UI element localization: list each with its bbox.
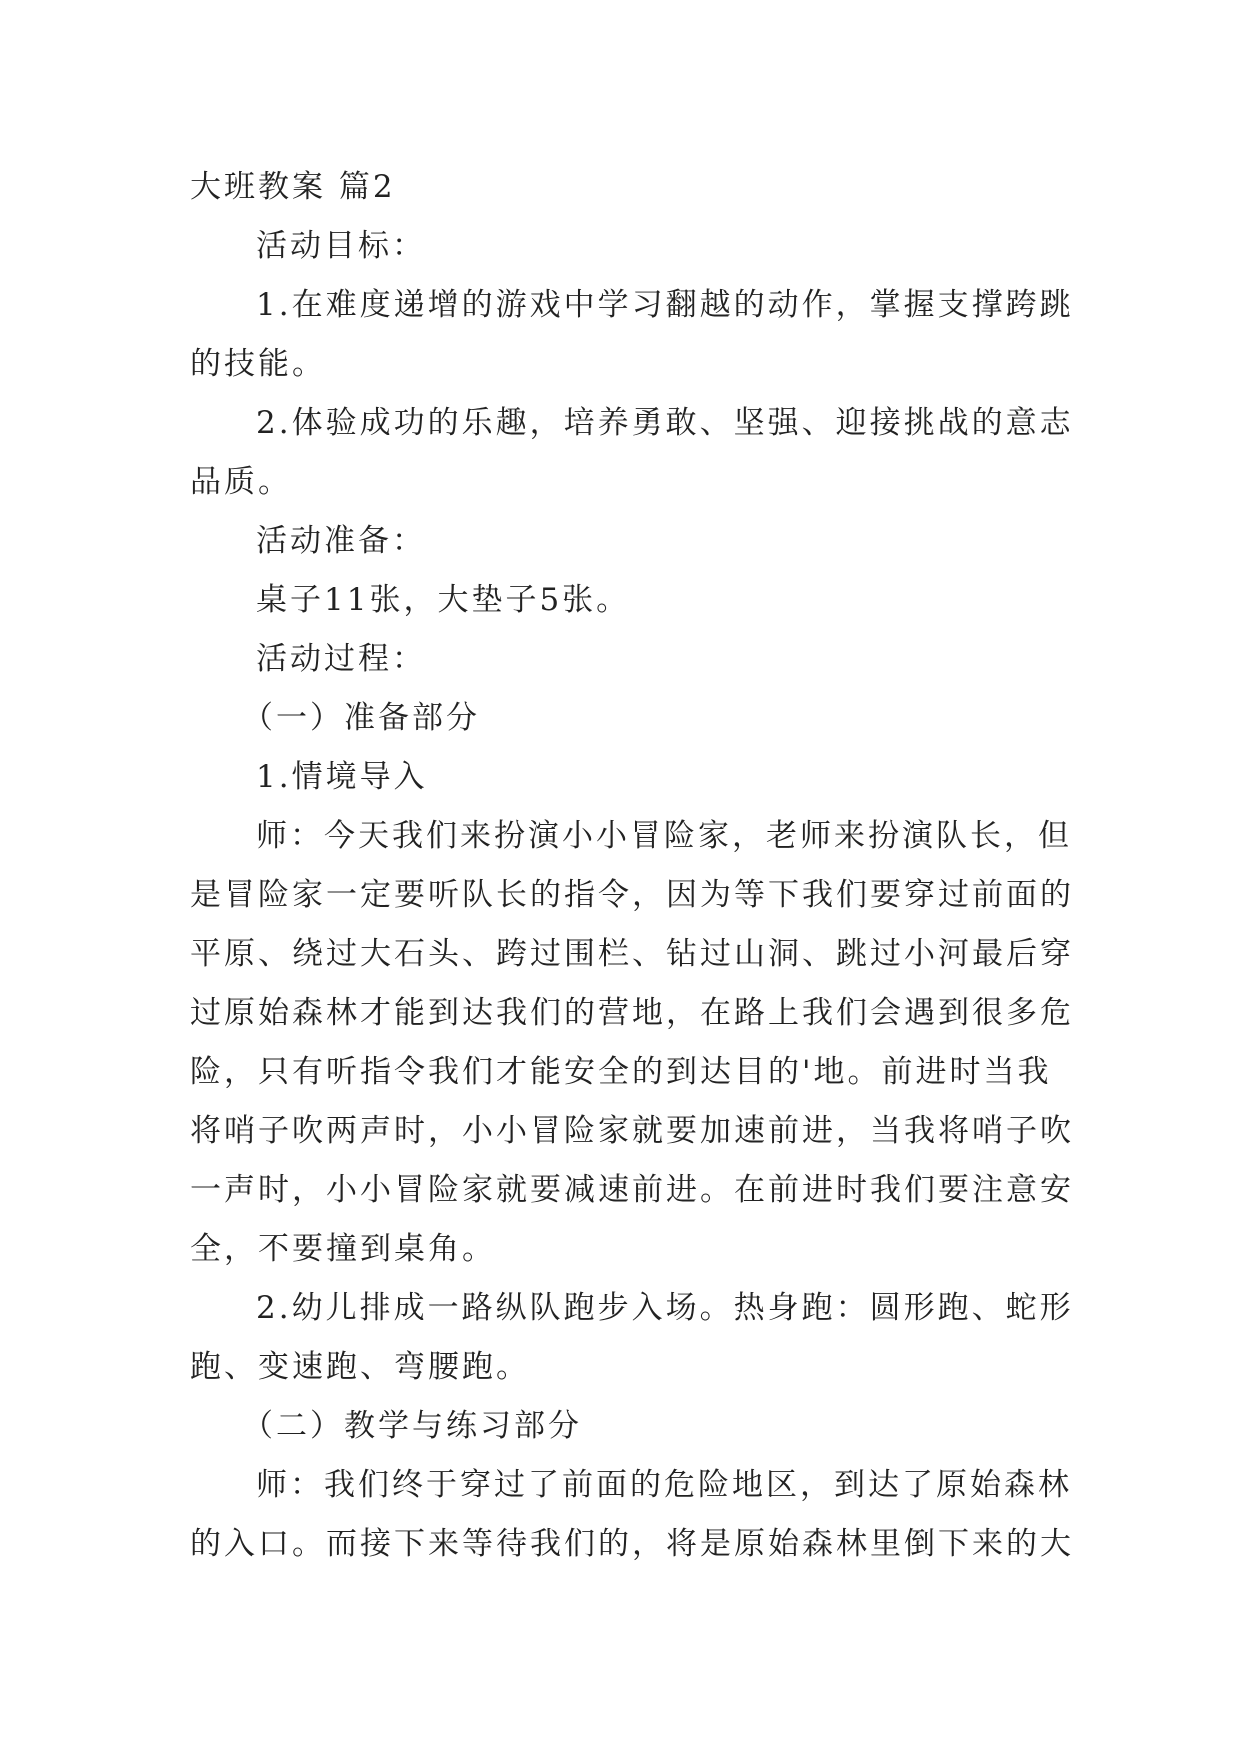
heading-preparation: 活动准备：: [256, 523, 426, 559]
subheading-part-two: （二）教学与练习部分: [242, 1408, 582, 1444]
paragraph-line: 一声时，小小冒险家就要减速前进。在前进时我们要注意安: [190, 1172, 1074, 1208]
paragraph-line: 1.在难度递增的游戏中学习翻越的动作，掌握支撑跨跳: [256, 287, 1074, 323]
paragraph-line: 2.体验成功的乐趣，培养勇敢、坚强、迎接挑战的意志: [256, 405, 1074, 441]
paragraph-line: 师：我们终于穿过了前面的危险地区，到达了原始森林: [256, 1467, 1072, 1503]
paragraph-line: 险，只有听指令我们才能安全的到达目的'地。前进时当我: [190, 1054, 1052, 1090]
heading-process: 活动过程：: [256, 641, 426, 677]
heading-goals: 活动目标：: [256, 228, 426, 264]
paragraph-line: 是冒险家一定要听队长的指令，因为等下我们要穿过前面的: [190, 877, 1074, 913]
paragraph-line: 的技能。: [190, 346, 326, 382]
paragraph-line: 2.幼儿排成一路纵队跑步入场。热身跑：圆形跑、蛇形: [256, 1290, 1074, 1326]
document-title: 大班教案 篇2: [190, 169, 396, 205]
paragraph-line: 全，不要撞到桌角。: [190, 1231, 496, 1267]
paragraph-line: 桌子11张，大垫子5张。: [256, 582, 631, 618]
paragraph-line: 的入口。而接下来等待我们的，将是原始森林里倒下来的大: [190, 1526, 1074, 1562]
paragraph-line: 过原始森林才能到达我们的营地，在路上我们会遇到很多危: [190, 995, 1074, 1031]
paragraph-line: 跑、变速跑、弯腰跑。: [190, 1349, 530, 1385]
paragraph-line: 品质。: [190, 464, 292, 500]
subheading-part-one: （一）准备部分: [242, 700, 480, 736]
paragraph-line: 将哨子吹两声时，小小冒险家就要加速前进，当我将哨子吹: [190, 1113, 1074, 1149]
document-body: [190, 158, 1074, 1574]
paragraph-line: 师：今天我们来扮演小小冒险家，老师来扮演队长，但: [256, 818, 1072, 854]
paragraph-line: 1.情境导入: [256, 759, 428, 795]
paragraph-line: 平原、绕过大石头、跨过围栏、钻过山洞、跳过小河最后穿: [190, 936, 1074, 972]
